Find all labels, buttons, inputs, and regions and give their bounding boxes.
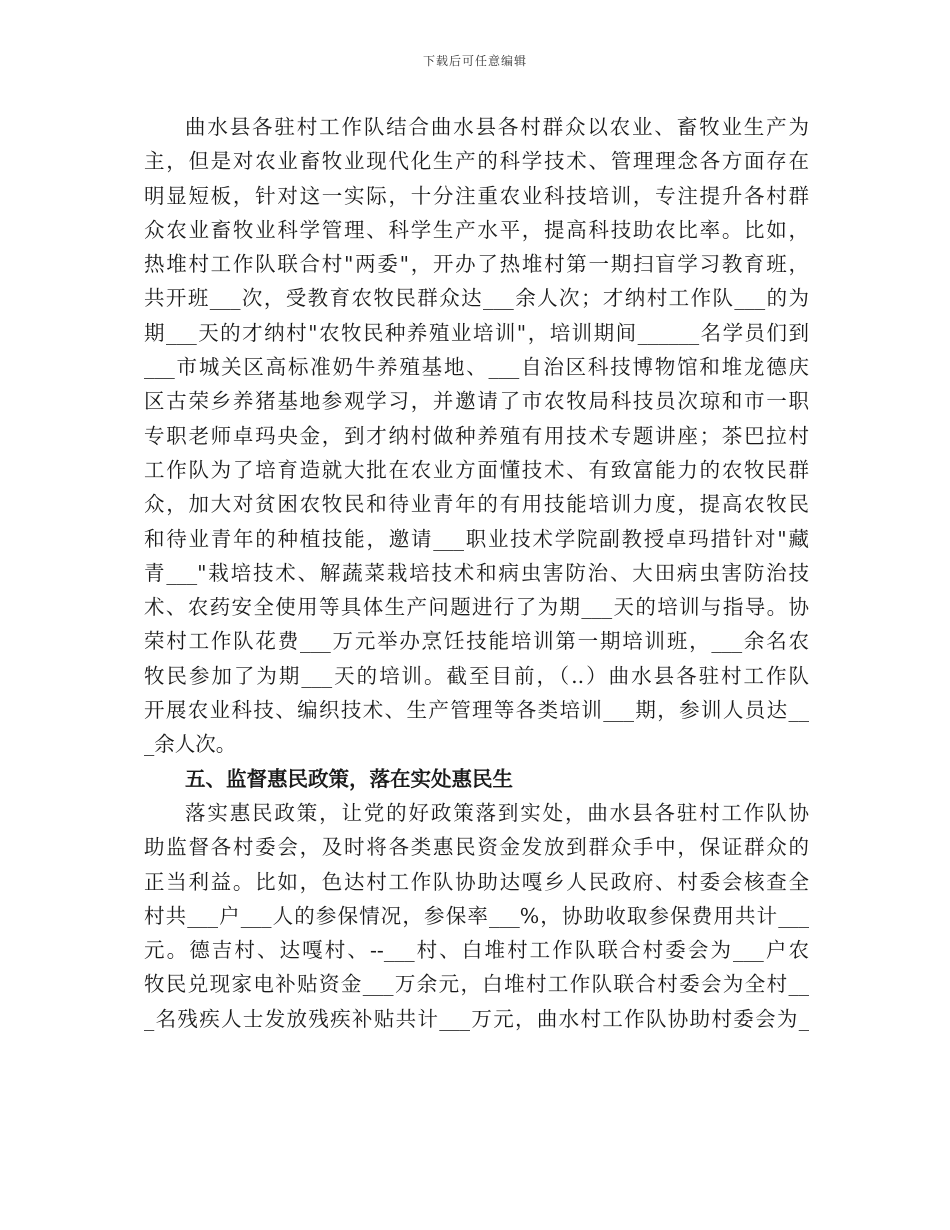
text-line: 落实惠民政策，让党的好政策落到实处，曲水县各驻村工作队协 <box>185 800 809 825</box>
page-header: 下载后可任意编辑 <box>422 54 527 68</box>
text-line: 曲水县各驻村工作队结合曲水县各村群众以农业、畜牧业生产为 <box>185 115 809 139</box>
text-line: 共开班___次，受教育农牧民群众达___余人次；才纳村工作队___的为 <box>144 286 809 311</box>
text-line: 主，但是对农业畜牧业现代化生产的科学技术、管理理念各方面存在 <box>144 149 809 174</box>
text-line: 热堆村工作队联合村"两委"，开办了热堆村第一期扫盲学习教育班， <box>144 252 809 277</box>
text-line: 牧民参加了为期___天的培训。截至目前，（..）曲水县各驻村工作队 <box>144 663 809 688</box>
text-line: 元。德吉村、达嘎村、--___村、白堆村工作队联合村委会为___户农 <box>144 938 809 963</box>
text-line: 专职老师卓玛央金，到才纳村做种养殖有用技术专题讲座；茶巴拉村 <box>144 423 809 448</box>
text-line: 荣村工作队花费___万元举办烹饪技能培训第一期培训班，___余名农 <box>144 629 809 654</box>
text-line: 正当利益。比如，色达村工作队协助达嘎乡人民政府、村委会核查全 <box>144 869 809 894</box>
text-line: _余人次。 <box>144 732 237 757</box>
document-body <box>144 110 809 1036</box>
text-line: 牧民兑现家电补贴资金___万余元，白堆村工作队联合村委会为全村__ <box>144 972 809 997</box>
text-line: 村共___户___人的参保情况，参保率___%，协助收取参保费用共计___ <box>144 903 809 928</box>
section-heading: 五、监督惠民政策，落在实处惠民生 <box>185 766 513 791</box>
text-line: 众农业畜牧业科学管理、科学生产水平，提高科技助农比率。比如， <box>144 217 809 242</box>
text-line: 众，加大对贫困农牧民和待业青年的有用技能培训力度，提高农牧民 <box>144 492 809 517</box>
text-line: 青___"栽培技术、解蔬菜栽培技术和病虫害防治、大田病虫害防治技 <box>144 560 809 585</box>
text-line: 期___天的才纳村"农牧民种养殖业培训"，培训期间______名学员们到 <box>144 320 809 345</box>
text-line: 区古荣乡养猪基地参观学习，并邀请了市农牧局科技员次琼和市一职 <box>144 389 809 414</box>
text-line: 助监督各村委会，及时将各类惠民资金发放到群众手中，保证群众的 <box>144 835 809 860</box>
paragraph-agri-training <box>144 110 809 762</box>
text-line: 开展农业科技、编织技术、生产管理等各类培训___期，参训人员达__ <box>144 698 809 723</box>
text-line: ___市城关区高标准奶牛养殖基地、___自治区科技博物馆和堆龙德庆 <box>144 355 809 380</box>
text-line: _名残疾人士发放残疾补贴共计___万元，曲水村工作队协助村委会为_ <box>144 1006 809 1031</box>
paragraph-policy-supervision <box>144 796 809 1036</box>
text-line: 明显短板，针对这一实际，十分注重农业科技培训，专注提升各村群 <box>144 183 809 208</box>
text-line: 术、农药安全使用等具体生产问题进行了为期___天的培训与指导。协 <box>144 595 809 620</box>
text-line: 工作队为了培育造就大批在农业方面懂技术、有致富能力的农牧民群 <box>144 457 809 482</box>
text-line: 和待业青年的种植技能，邀请___职业技术学院副教授卓玛措针对"藏 <box>144 526 809 551</box>
